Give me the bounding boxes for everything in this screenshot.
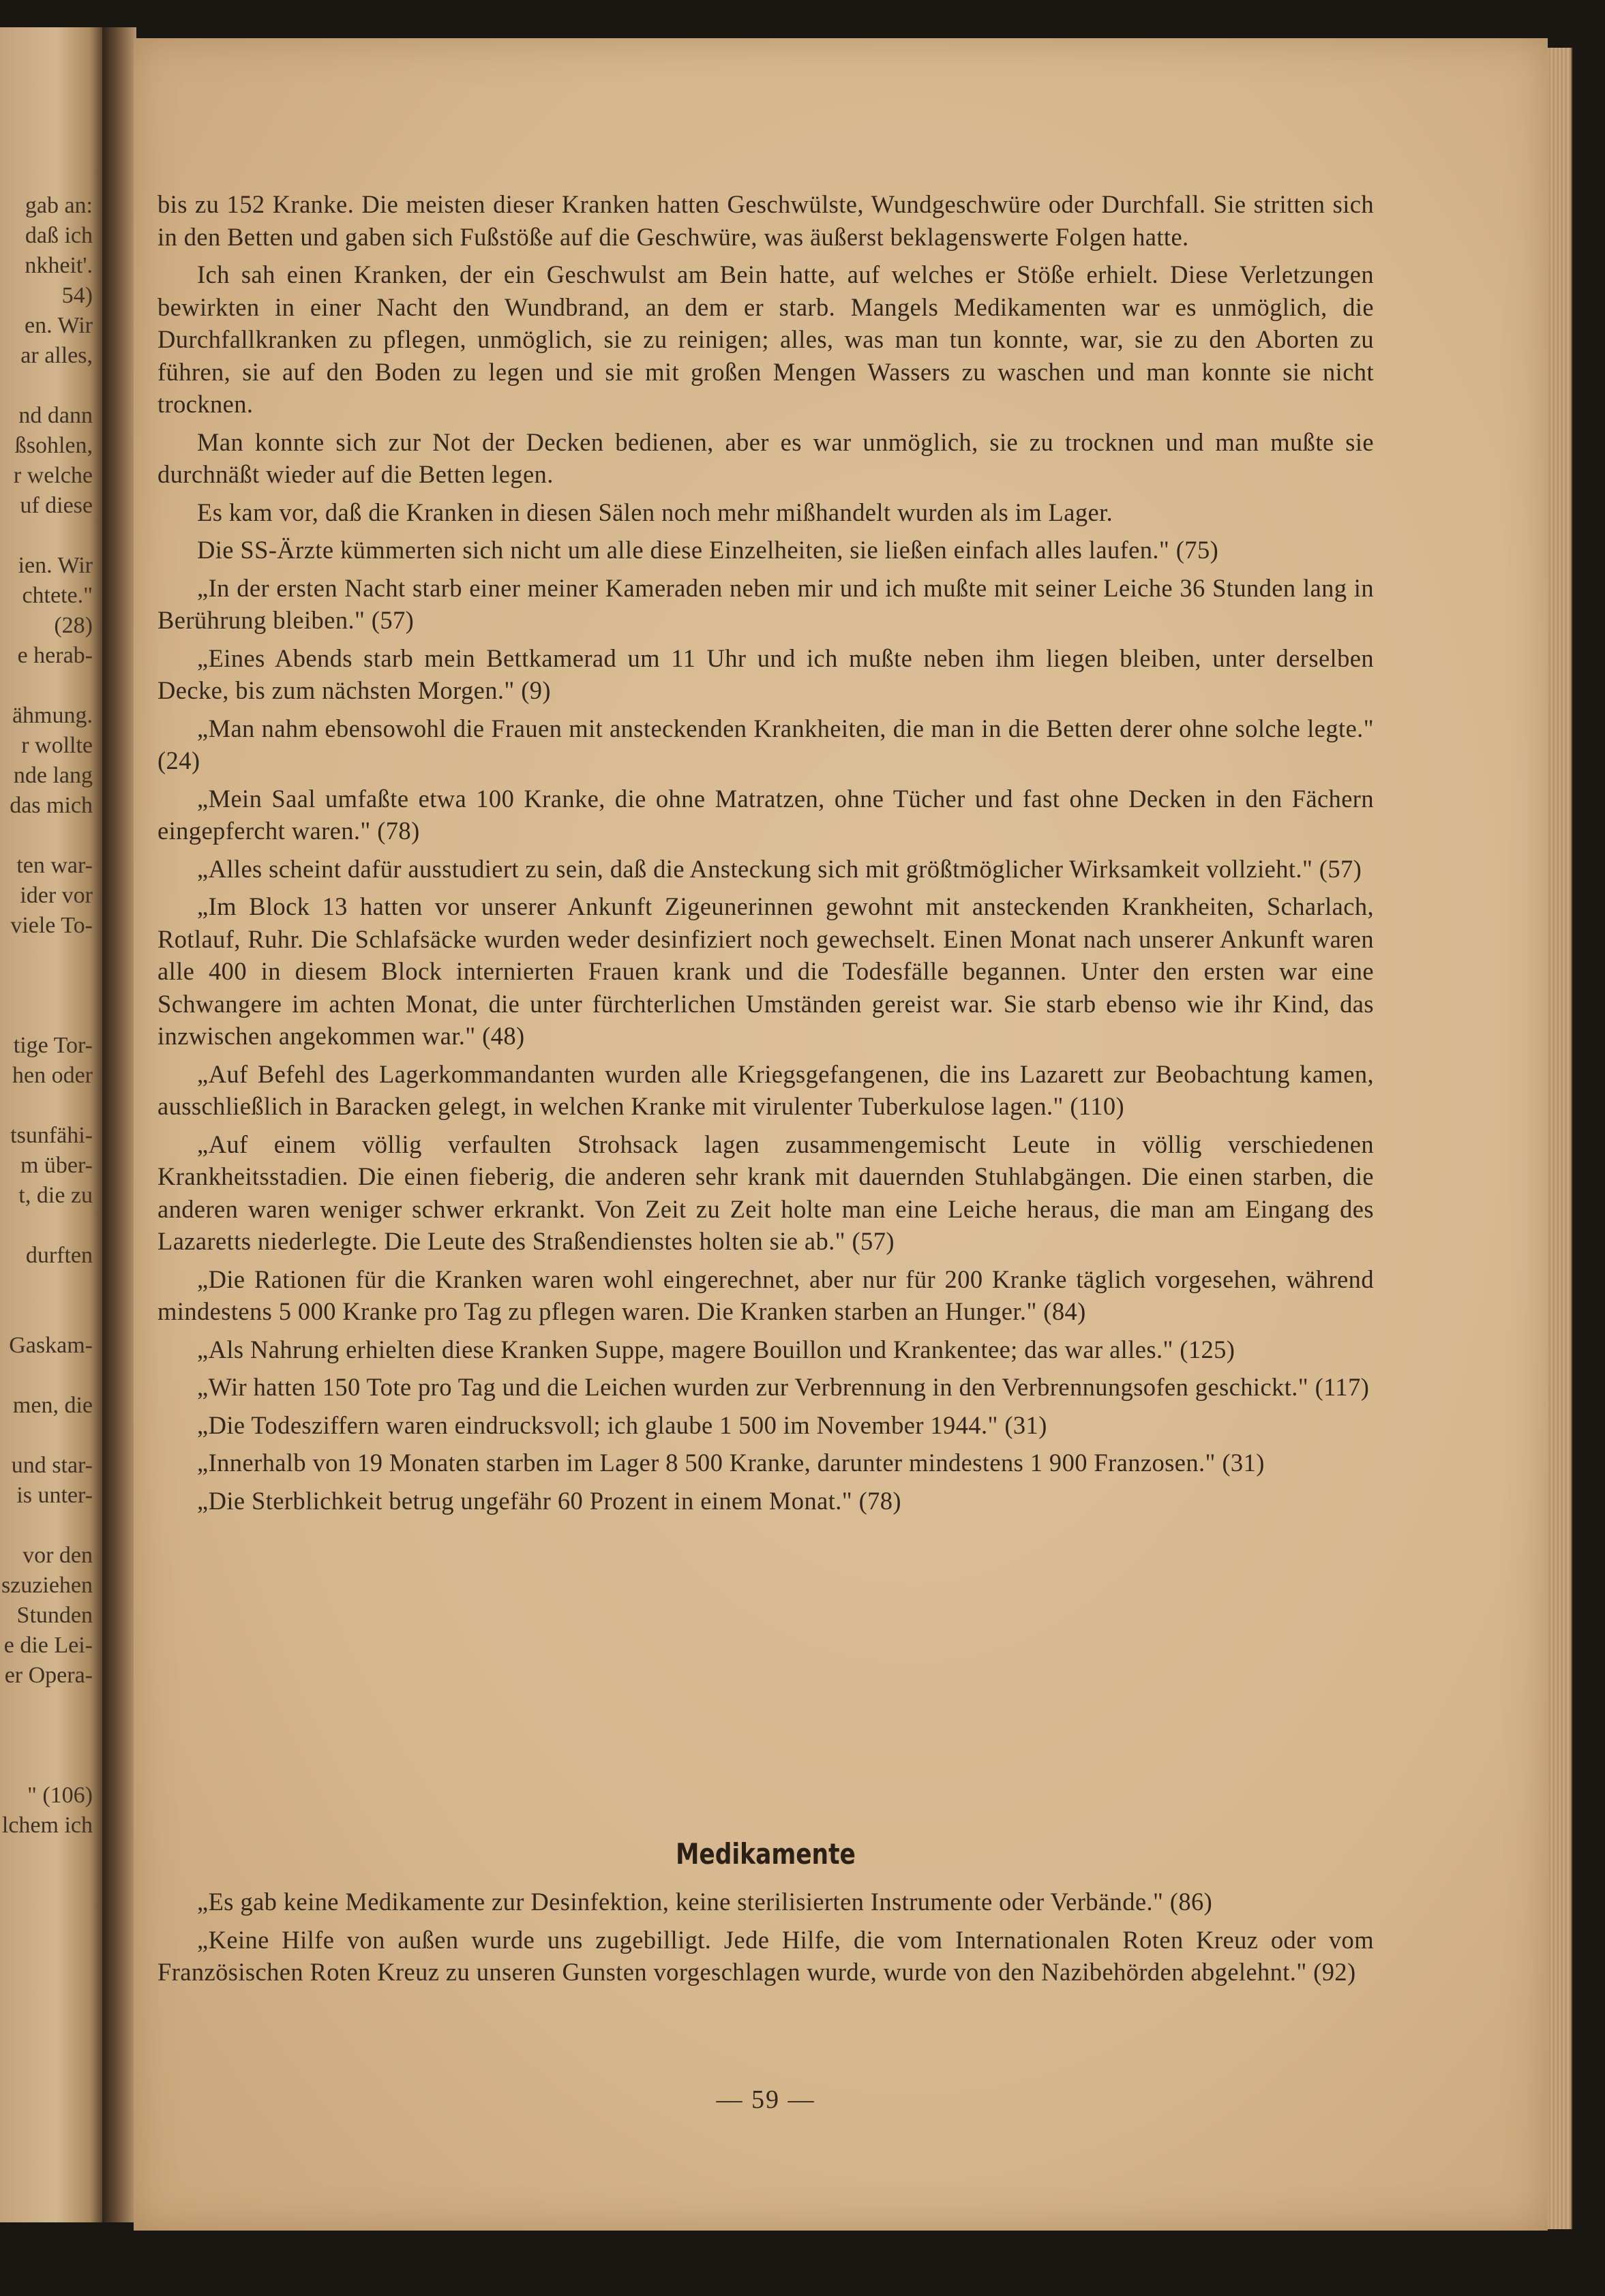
left-page-fragment [1, 1421, 93, 1451]
quote-paragraph: „Alles scheint dafür ausstudiert zu sein, daß die Ansteckung sich mit größtmöglicher Wirksamkeit vollzieht." (57) [197, 854, 1362, 883]
left-page-fragment [1, 1001, 93, 1031]
body-text [158, 188, 1374, 1522]
left-page-fragment: und star- [11, 1453, 93, 1478]
left-page-fragment [1, 971, 93, 1001]
quote-paragraph: „Auf einem völlig verfaulten Strohsack lagen zusammengemischt Leute in völlig verschiedenen Krankheitsstadien. Die einen fieberig, die anderen sehr krank mit dauernden Stuhlabgängen. Die einen starben, die anderen waren weniger schwer erkrankt. Von Zeit zu Zeit holte man eine Leiche heraus, die man am Eingang des Lazaretts niederlegte. Die Leute des Straßendienstes holten sie ab." (57) [158, 1130, 1374, 1255]
book-gutter [102, 27, 136, 2222]
left-page-fragment: ßsohlen, [14, 433, 93, 458]
left-page-fragment: vor den [22, 1543, 93, 1568]
left-page-fragment [1, 1511, 93, 1541]
left-page-fragment: nde lang [13, 763, 93, 788]
left-page-fragment [1, 1271, 93, 1301]
left-page-fragment: (28) [54, 613, 93, 638]
left-page-fragment: ähmung. [12, 703, 93, 728]
left-page-fragment: e die Lei- [3, 1633, 93, 1658]
left-page-fragment [1, 1751, 93, 1781]
page-number: — 59 — [716, 2085, 815, 2114]
quote-paragraph: „Auf Befehl des Lagerkommandanten wurden alle Kriegsgefangenen, die ins Lazarett zur Beobachtung kamen, ausschließlich in Baracken gelegt, in welchen Kranke mit virulenter Tuberkulose lagen." (110) [158, 1059, 1374, 1120]
left-page-fragment: szuziehen [1, 1573, 93, 1598]
quote-paragraph: „Die Rationen für die Kranken waren wohl eingerechnet, aber nur für 200 Kranke täglich vorgesehen, während mindestens 5 000 Kranke pro Tag zu pflegen waren. Die Kranken starben an Hunger." (84) [158, 1265, 1374, 1325]
quote-paragraph: „Die Todesziffern waren eindrucksvoll; ich glaube 1 500 im November 1944." (31) [197, 1410, 1047, 1439]
left-page-fragment: r welche [13, 463, 93, 488]
left-page-fragment: en. Wir [25, 313, 93, 338]
left-page-fragment [1, 1361, 93, 1391]
left-page-fragment: viele To- [10, 913, 93, 938]
section-heading: Medikamente [676, 1837, 856, 1871]
left-page-fragment [1, 1091, 93, 1121]
left-page-fragment: hen oder [12, 1063, 93, 1088]
left-page-fragment: ten war- [16, 853, 93, 878]
quote-paragraph: „Keine Hilfe von außen wurde uns zugebilligt. Jede Hilfe, die vom Internationalen Roten Kreuz oder vom Französischen Roten Kreuz zu unseren Gunsten vorgeschlagen wurde, wurde von den Nazibehörden abgelehnt." (92) [158, 1925, 1374, 1986]
left-page-fragment: lchem ich [1, 1813, 93, 1838]
left-page-fragment: e herab- [17, 643, 93, 668]
quote-paragraph: „Es gab keine Medikamente zur Desinfektion, keine sterilisierten Instrumente oder Verbände." (86) [197, 1888, 1213, 1916]
quote-paragraph: „In der ersten Nacht starb einer meiner Kameraden neben mir und ich mußte mit seiner Leiche 36 Stunden lang in Berührung bleiben." (57) [158, 573, 1374, 634]
paragraph: bis zu 152 Kranke. Die meisten dieser Kranken hatten Geschwülste, Wundgeschwüre oder Durchfall. Sie stritten sich in den Betten und gaben sich Fußstöße auf die Geschwüre, was äußerst beklagenswerte Folgen hatte. [158, 190, 1374, 251]
quote-paragraph: „Mein Saal umfaßte etwa 100 Kranke, die ohne Matratzen, ohne Tücher und fast ohne Decken in den Fächern eingepfercht waren." (78) [158, 784, 1374, 845]
left-page-fragment: daß ich [25, 223, 93, 248]
left-page-fragment [1, 671, 93, 701]
left-page-fragment: ider vor [20, 883, 93, 908]
left-page-fragment: tsunfähi- [10, 1123, 93, 1148]
left-page-fragment: gab an: [25, 193, 93, 218]
left-page-fragment: uf diese [20, 493, 93, 518]
left-page-fragment [1, 1721, 93, 1751]
left-page-fragment: Gaskam- [9, 1333, 93, 1358]
quote-paragraph: „Wir hatten 150 Tote pro Tag und die Leichen wurden zur Verbrennung in den Verbrennungsofen geschickt." (117) [197, 1373, 1370, 1401]
body-text-section-2 [158, 1886, 1374, 1994]
left-page-fragment [1, 1691, 93, 1721]
left-page-fragment: nd dann [18, 403, 93, 428]
paragraph: Ich sah einen Kranken, der ein Geschwulst am Bein hatte, auf welches er Stöße erhielt. Diese Verletzungen bewirkten in einer Nacht den Wundbrand, an dem er starb. Mangels Medikamenten war es unmöglich, die Durchfallkranken zu pflegen, unmöglich, sie zu reinigen; alles, was man tun konnte, war, sie zu den Aborten zu führen, sie auf den Boden zu legen und sie mit großen Mengen Wassers zu waschen und man konnte sie nicht trocknen. [158, 260, 1374, 418]
left-page-fragment: r wollte [21, 733, 93, 758]
left-page-fragment: tige Tor- [13, 1033, 93, 1058]
left-page-fragment [1, 521, 93, 551]
left-page-fragment: ar alles, [20, 343, 93, 368]
left-page-fragment: m über- [20, 1153, 93, 1178]
left-page-fragment: men, die [12, 1393, 93, 1418]
left-page-fragments [1, 191, 93, 1841]
left-page-fragment [1, 1211, 93, 1241]
left-page-fragment [1, 1301, 93, 1331]
quote-paragraph: „Die Sterblichkeit betrug ungefähr 60 Prozent in einem Monat." (78) [197, 1486, 901, 1515]
left-page-fragment: ien. Wir [18, 553, 93, 578]
quote-paragraph: „Eines Abends starb mein Bettkamerad um 11 Uhr und ich mußte neben ihm liegen bleiben, unter derselben Decke, bis zum nächsten Morgen." (9) [158, 644, 1374, 704]
left-page-fragment: t, die zu [18, 1183, 93, 1208]
paragraph: Es kam vor, daß die Kranken in diesen Sälen noch mehr mißhandelt wurden als im Lager. [197, 498, 1113, 526]
paragraph: Die SS-Ärzte kümmerten sich nicht um alle diese Einzelheiten, sie ließen einfach alles laufen." (75) [197, 536, 1219, 564]
quote-paragraph: „Im Block 13 hatten vor unserer Ankunft Zigeunerinnen gewohnt mit ansteckenden Krankheiten, Scharlach, Rotlauf, Ruhr. Die Schlafsäcke wurden weder desinfiziert noch gewechselt. Einen Monat nach unserer Ankunft waren alle 400 in diesem Block internierten Frauen krank und die Todesfälle begannen. Unter den ersten war eine Schwangere im achten Monat, die unter fürchterlichen Umständen gereist war. Sie starb ebenso wie ihr Kind, das inzwischen angekommen war." (48) [158, 892, 1374, 1050]
left-page-fragment: Stunden [16, 1603, 93, 1628]
left-page-fragment: chtete." [22, 583, 93, 608]
left-page-margin [0, 27, 102, 2222]
quote-paragraph: „Innerhalb von 19 Monaten starben im Lager 8 500 Kranke, darunter mindestens 1 900 Franzosen." (31) [197, 1449, 1265, 1477]
left-page-fragment [1, 371, 93, 401]
quote-paragraph: „Man nahm ebensowohl die Frauen mit ansteckenden Krankheiten, die man in die Betten derer ohne solche legte." (24) [158, 714, 1374, 774]
left-page-fragment: das mich [10, 793, 93, 818]
left-page-fragment: " (106) [27, 1783, 93, 1808]
left-page-fragment: durften [25, 1243, 93, 1268]
left-page-fragment: nkheit'. [25, 253, 93, 278]
left-page-fragment: 54) [61, 283, 93, 308]
quote-paragraph: „Als Nahrung erhielten diese Kranken Suppe, magere Bouillon und Krankentee; das war alles." (125) [197, 1335, 1235, 1363]
page-edge [1548, 48, 1572, 2229]
left-page-fragment [1, 821, 93, 851]
left-page-fragment: is unter- [16, 1483, 93, 1508]
left-page-fragment: er Opera- [4, 1663, 93, 1688]
paragraph: Man konnte sich zur Not der Decken bedienen, aber es war unmöglich, sie zu trocknen und man mußte sie durchnäßt wieder auf die Betten legen. [158, 427, 1374, 488]
left-page-fragment [1, 941, 93, 971]
